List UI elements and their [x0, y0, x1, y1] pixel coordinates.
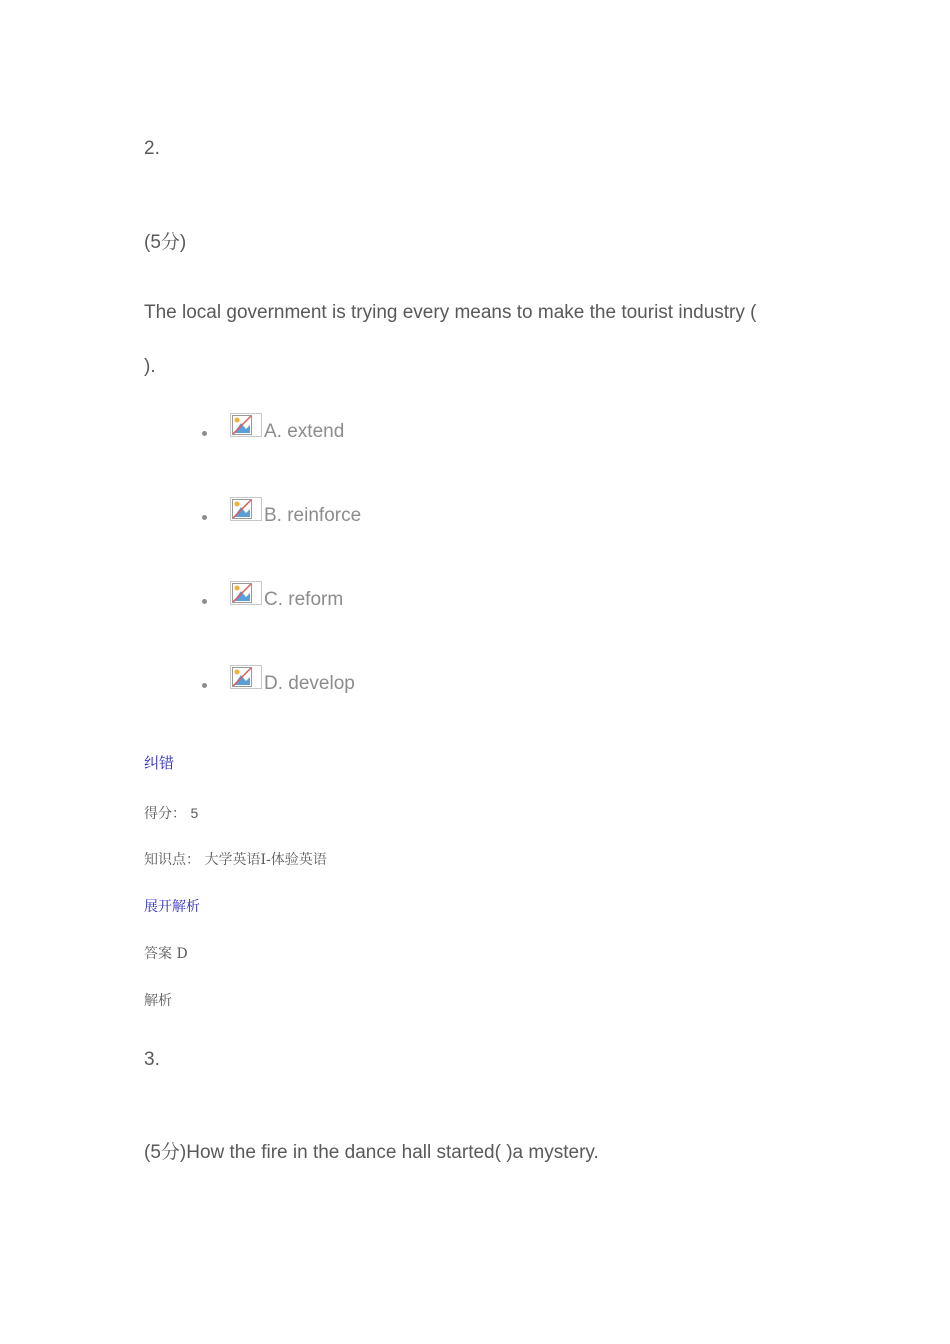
expand-analysis-link[interactable]: 展开解析 — [144, 899, 200, 915]
question-2-number: 2. — [144, 138, 160, 159]
bullet — [202, 683, 207, 688]
knowledge-row — [144, 849, 327, 869]
option-a-label: A. extend — [264, 421, 345, 442]
question-2-score: (5分) — [144, 232, 187, 253]
report-error-link[interactable]: 纠错 — [144, 755, 175, 772]
option-c-label: C. reform — [264, 589, 344, 610]
option-b-label: B. reinforce — [264, 505, 362, 526]
answer-text: 答案 D — [144, 946, 188, 962]
question-3-number: 3. — [144, 1049, 160, 1070]
knowledge-value: 大学英语Ⅰ-体验英语 — [204, 852, 327, 868]
bullet — [202, 515, 207, 520]
bullet — [202, 599, 207, 604]
score-value: 5 — [190, 805, 199, 821]
analysis-label: 解析 — [144, 993, 172, 1009]
broken-image-icon — [230, 497, 262, 521]
score-row — [144, 803, 198, 823]
question-2-text-line2: ). — [144, 356, 156, 377]
knowledge-label: 知识点： — [144, 852, 200, 868]
score-label: 得分： — [144, 806, 186, 822]
question-2-text-line1: The local government is trying every means to make the tourist industry ( — [144, 302, 757, 323]
question-3-text: (5分)How the fire in the dance hall started( )a mystery. — [144, 1142, 599, 1163]
bullet — [202, 431, 207, 436]
option-d-label: D. develop — [264, 673, 355, 694]
broken-image-icon — [230, 665, 262, 689]
broken-image-icon — [230, 413, 262, 437]
broken-image-icon — [230, 581, 262, 605]
